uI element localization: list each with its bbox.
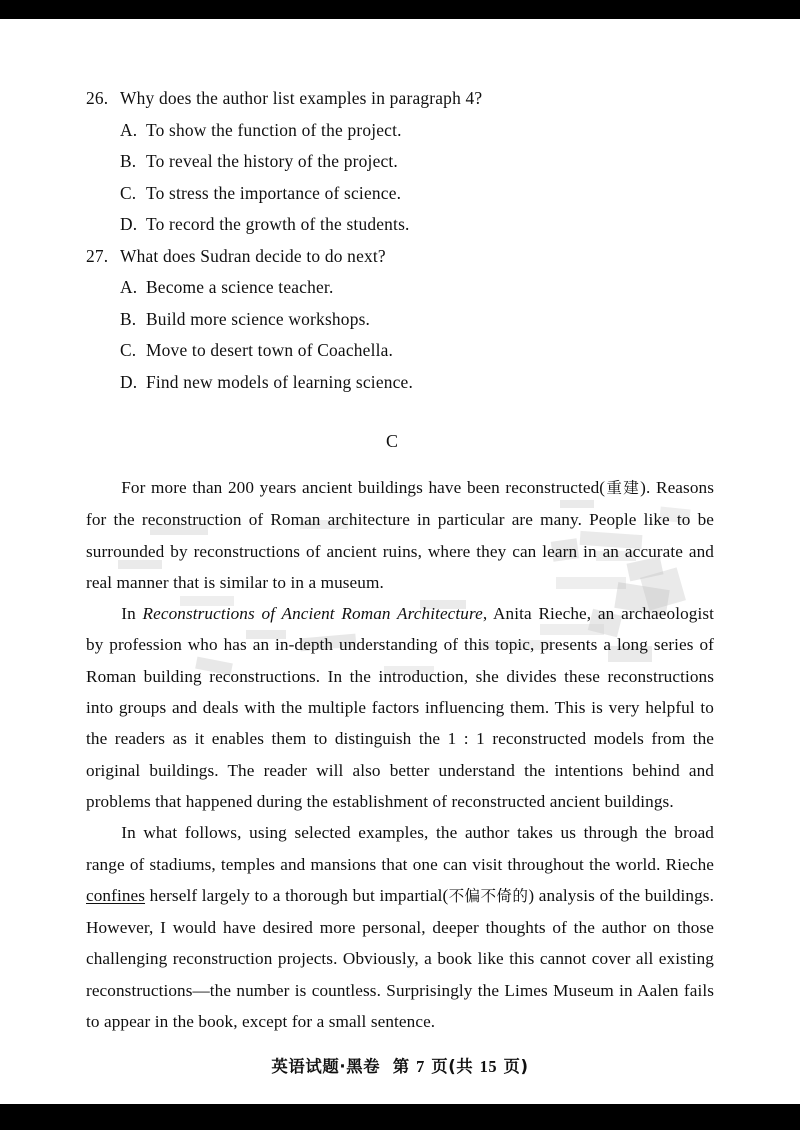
paragraph-3-text-a: In what follows, using selected examples, the author takes us through the broad range of stadiums, temples and mansions that one can visit throughout the world. Rieche	[86, 823, 714, 874]
option-letter: C.	[120, 182, 137, 203]
option-letter: C.	[120, 340, 137, 360]
option-letter: D.	[120, 371, 138, 392]
option-text: Move to desert town of Coachella.	[146, 340, 394, 360]
question-text: Why does the author list examples in paragraph 4?	[120, 88, 483, 108]
option-26-c[interactable]	[86, 178, 714, 210]
question-number: 26.	[86, 88, 109, 108]
option-text: Become a science teacher.	[146, 277, 334, 297]
passage-paragraph-3	[86, 817, 714, 1037]
option-26-a[interactable]	[86, 115, 714, 147]
passage-paragraph-1	[86, 472, 714, 598]
option-text: Build more science workshops.	[146, 308, 371, 329]
paragraph-2-text-a: In	[121, 604, 143, 624]
option-text: Find new models of learning science.	[146, 371, 414, 392]
question-26	[86, 83, 714, 115]
option-letter: B.	[120, 308, 137, 329]
footer-paper-name: 黑卷	[346, 1057, 381, 1076]
question-text: What does Sudran decide to do next?	[120, 245, 386, 266]
paragraph-3-text-b: herself largely to a thorough but impartial(	[145, 885, 449, 905]
footer-separator: ·	[339, 1057, 347, 1076]
option-27-d[interactable]	[86, 367, 714, 399]
page-footer	[0, 1053, 800, 1077]
paragraph-3-chinese-gloss: 不偏不倚的	[448, 886, 529, 905]
scan-edge-bottom	[0, 1104, 800, 1130]
footer-subject: 英语试题	[271, 1057, 340, 1076]
footer-page-number: 7	[416, 1057, 425, 1076]
book-title: Reconstructions of Ancient Roman Architecture	[142, 604, 483, 624]
option-27-b[interactable]	[86, 304, 714, 336]
option-text: To show the function of the project.	[146, 119, 402, 140]
option-text: To stress the importance of science.	[146, 182, 402, 203]
option-27-c[interactable]	[86, 335, 714, 367]
option-letter: A.	[120, 277, 138, 297]
option-27-a[interactable]	[86, 272, 714, 304]
paragraph-1-text-b: ). Reasons for the reconstruction of Roman architecture in particular are many. People like to be surrounded by reconstructions of ancient ruins, where they can learn in an accurate and real manner that is similar to in a museum.	[86, 478, 714, 592]
option-text: To record the growth of the students.	[146, 214, 410, 234]
option-letter: D.	[120, 214, 138, 234]
question-block-27	[86, 241, 714, 399]
option-text: To reveal the history of the project.	[146, 151, 398, 171]
paragraph-1-text-a: For more than 200 years ancient buildings have been reconstructed(	[121, 478, 606, 497]
footer-total-unit: 页)	[503, 1057, 529, 1076]
option-letter: B.	[120, 151, 137, 171]
option-26-b[interactable]	[86, 146, 714, 178]
paragraph-3-text-c: ) analysis of the buildings. However, I would have desired more personal, deeper thoughts of the author on those challenging reconstruction projects. Obviously, a book like this cannot cover all existing reconstructions—the number is countless. Surprisingly the Limes Museum in Aalen fails to appear in the book, except for a small sentence.	[86, 885, 714, 1032]
underlined-word-confines: confines	[86, 885, 146, 905]
paragraph-1-chinese-gloss: 重建	[605, 479, 641, 497]
page-content	[86, 0, 714, 1037]
question-block-26	[86, 83, 714, 241]
footer-page-prefix: 第	[392, 1057, 410, 1076]
section-header-c: C	[385, 431, 398, 451]
passage-paragraph-2	[86, 598, 714, 817]
footer-total-pages: 15	[479, 1057, 498, 1076]
option-letter: A.	[120, 119, 138, 140]
paragraph-2-text-b: , Anita Rieche, an archaeologist by profession who has an in-depth understanding of this topic, presents a long series of Roman building reconstructions. In the introduction, she divides these reconstructions into groups and deals with the multiple factors influencing them. This is very helpful to the readers as it enables them to distinguish the 1 : 1 reconstructed models from the original buildings. The reader will also better understand the intentions behind and problems that happened during the establishment of reconstructed ancient buildings.	[86, 604, 714, 811]
footer-page-unit: 页(共	[431, 1057, 474, 1076]
question-number: 27.	[86, 245, 109, 266]
option-26-d[interactable]	[86, 209, 714, 241]
question-27	[86, 241, 714, 273]
